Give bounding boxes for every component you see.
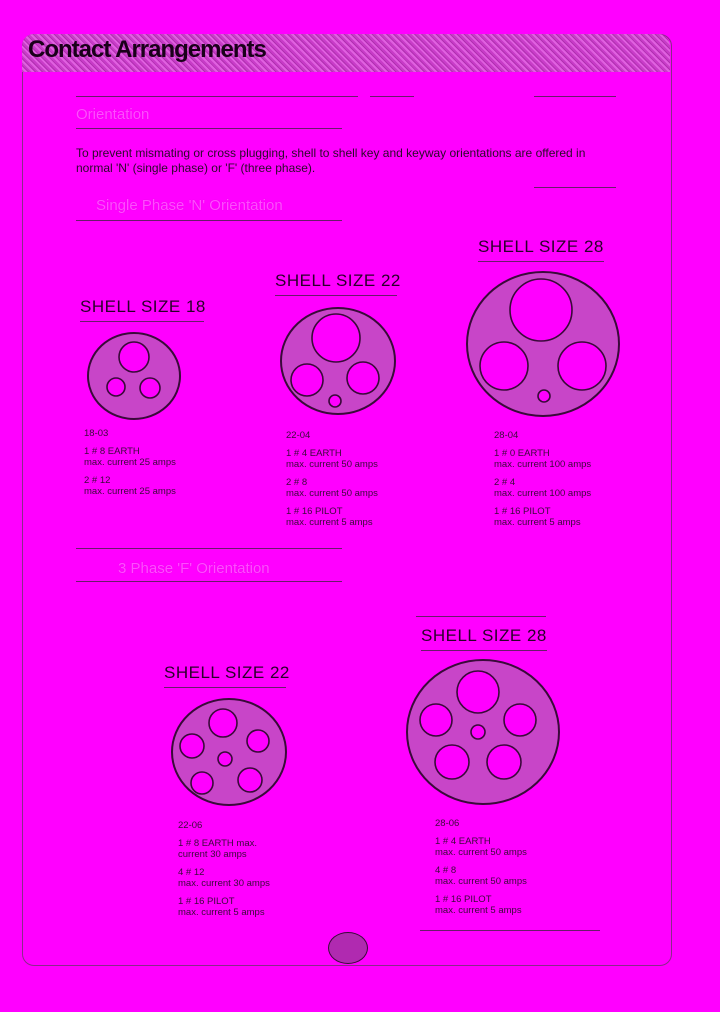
spec-22-04 [286, 430, 378, 528]
divider [416, 616, 546, 617]
orientation-heading: Orientation [76, 106, 150, 123]
spec-line: 1 # 4 EARTH [435, 836, 491, 847]
spec-line: max. current 100 amps [494, 459, 592, 470]
divider [76, 128, 342, 129]
spec-line: 2 # 12 [84, 475, 111, 486]
spec-22-06 [178, 820, 270, 918]
divider [76, 548, 342, 549]
spec-line: max. current 5 amps [286, 517, 373, 528]
spec-line: 1 # 16 PILOT [178, 896, 235, 907]
spec-line: 1 # 16 PILOT [286, 506, 343, 517]
divider [76, 220, 342, 221]
three-phase-heading: 3 Phase 'F' Orientation [118, 560, 270, 577]
divider [80, 321, 204, 322]
page-title: Contact Arrangements [28, 36, 266, 63]
shell-size-28-label: SHELL SIZE 28 [478, 237, 604, 256]
spec-line: max. current 25 amps [84, 457, 176, 468]
spec-18-03 [84, 428, 176, 497]
arrangement-code: 22-06 [178, 820, 203, 831]
spec-line: max. current 50 amps [435, 847, 527, 858]
spec-line: max. current 50 amps [286, 459, 378, 470]
spec-line: max. current 50 amps [435, 876, 527, 887]
spec-line: 1 # 16 PILOT [435, 894, 492, 905]
shell-22-04-diagram [279, 306, 399, 416]
divider [534, 96, 616, 97]
spec-line: max. current 25 amps [84, 486, 176, 497]
divider [275, 295, 397, 296]
spec-line: max. current 5 amps [435, 905, 522, 916]
shell-18-03-diagram [86, 331, 186, 421]
arrangement-code: 18-03 [84, 428, 109, 439]
single-phase-heading: Single Phase 'N' Orientation [96, 197, 283, 214]
spec-line: 1 # 8 EARTH [84, 446, 140, 457]
spec-line: 1 # 8 EARTH max. [178, 838, 258, 849]
spec-line: current 30 amps [178, 849, 247, 860]
shell-size-18-label: SHELL SIZE 18 [80, 297, 206, 316]
spec-line: 1 # 4 EARTH [286, 448, 342, 459]
divider [420, 930, 600, 931]
intro-text: To prevent mismating or cross plugging, shell to shell key and keyway orientations are offered in normal 'N' (single phase) or 'F' (three phase). [76, 146, 586, 175]
divider [478, 261, 604, 262]
divider [421, 650, 547, 651]
spec-line: 1 # 0 EARTH [494, 448, 550, 459]
page-logo-badge [328, 932, 368, 964]
spec-line: max. current 100 amps [494, 488, 592, 499]
spec-line: max. current 50 amps [286, 488, 378, 499]
spec-line: 1 # 16 PILOT [494, 506, 551, 517]
shell-size-22-3p-label: SHELL SIZE 22 [164, 663, 290, 682]
arrangement-code: 22-04 [286, 430, 311, 441]
spec-line: max. current 5 amps [494, 517, 581, 528]
arrangement-code: 28-06 [435, 818, 460, 829]
spec-28-06 [435, 818, 527, 916]
divider [76, 96, 358, 97]
spec-line: max. current 5 amps [178, 907, 265, 918]
spec-line: max. current 30 amps [178, 878, 270, 889]
shell-size-28-3p-label: SHELL SIZE 28 [421, 626, 547, 645]
divider [164, 687, 286, 688]
spec-line: 2 # 8 [286, 477, 308, 488]
shell-28-04-diagram [464, 270, 624, 420]
shell-size-22-label: SHELL SIZE 22 [275, 271, 401, 290]
shell-28-06-diagram [404, 656, 564, 806]
spec-line: 2 # 4 [494, 477, 516, 488]
spec-28-04 [494, 430, 591, 528]
divider [534, 187, 616, 188]
spec-line: 4 # 12 [178, 867, 205, 878]
shell-22-06-diagram [170, 697, 290, 807]
spec-line: 4 # 8 [435, 865, 457, 876]
divider [370, 96, 414, 97]
arrangement-code: 28-04 [494, 430, 519, 441]
divider [76, 581, 342, 582]
